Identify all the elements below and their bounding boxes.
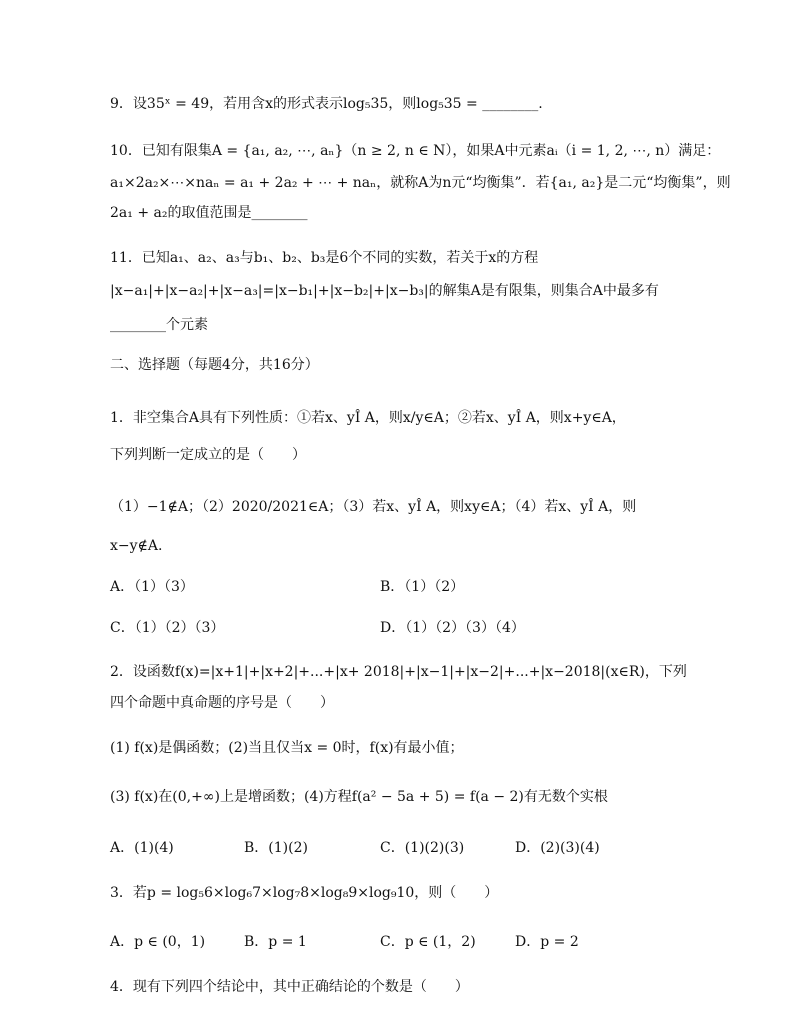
option-a: A．（1）（3）	[110, 579, 194, 595]
problem-1-line-1: 1．非空集合A具有下列性质：①若x、yÎ A，则x/y∈A；②若x、yÎ A，则x+y∈A，	[110, 410, 626, 426]
option-c: C．（1）（2）（3）	[110, 620, 225, 636]
question-10-line-2: a₁×2a₂×⋯×naₙ = a₁ + 2a₂ + ⋯ + naₙ，就称A为n元“均衡集”．若{a₁, a₂}是二元“均衡集”，则	[110, 175, 731, 191]
question-11-line-3: ________个元素	[110, 317, 208, 333]
question-9: 9．设35ˣ = 49，若用含x的形式表示log₅35，则log₅35 = ________.	[110, 96, 543, 112]
question-11-line-1: 11．已知a₁、a₂、a₃与b₁、b₂、b₃是6个不同的实数，若关于x的方程	[110, 250, 539, 266]
problem-3-line-1: 3．若p = log₅6×log₆7×log₇8×log₈9×log₉10，则（ ）	[110, 885, 499, 901]
problem-2-line-4: (3) f(x)在(0,+∞)上是增函数；(4)方程f(a² − 5a + 5) = f(a − 2)有无数个实根	[110, 789, 608, 805]
problem-4-line-1: 4．现有下列四个结论中，其中正确结论的个数是（ ）	[110, 979, 469, 995]
option-c: C．(1)(2)(3)	[380, 840, 465, 856]
problem-2-line-3: (1) f(x)是偶函数；(2)当且仅当x = 0时，f(x)有最小值；	[110, 740, 464, 756]
problem-2-line-1: 2．设函数f(x)=|x+1|+|x+2|+...+|x+ 2018|+|x−1|+|x−2|+...+|x−2018|(x∈R)，下列	[110, 664, 687, 680]
problem-1-line-3: （1）−1∉A；（2）2020/2021∈A；（3）若x、yÎ A，则xy∈A；（4）若x、yÎ A，则	[110, 499, 637, 515]
question-11-line-2: |x−a₁|+|x−a₂|+|x−a₃|=|x−b₁|+|x−b₂|+|x−b₃|的解集A是有限集，则集合A中最多有	[110, 283, 659, 299]
section-heading: 二、选择题（每题4分，共16分）	[110, 357, 319, 373]
problem-2-line-2: 四个命题中真命题的序号是（ ）	[110, 695, 334, 711]
option-a: A．p ∈ (0，1)	[110, 934, 206, 950]
question-10-line-3: 2a₁ + a₂的取值范围是________	[110, 205, 308, 221]
option-c: C．p ∈ (1，2)	[380, 934, 476, 950]
option-b: B．（1）（2）	[380, 579, 465, 595]
problem-1-line-2: 下列判断一定成立的是（ ）	[110, 447, 306, 463]
question-10-line-1: 10．已知有限集A = {a₁, a₂, ⋯, aₙ}（n ≥ 2, n ∈ N），如果A中元素aᵢ（i = 1, 2, ⋯, n）满足：	[110, 143, 721, 159]
option-d: D．(2)(3)(4)	[515, 840, 600, 856]
option-a: A．(1)(4)	[110, 840, 174, 856]
problem-1-line-4: x−y∉A.	[110, 538, 163, 554]
option-d: D．（1）（2）（3）（4）	[380, 620, 525, 636]
option-b: B．p = 1	[244, 934, 307, 950]
option-d: D．p = 2	[515, 934, 579, 950]
option-b: B．(1)(2)	[244, 840, 308, 856]
